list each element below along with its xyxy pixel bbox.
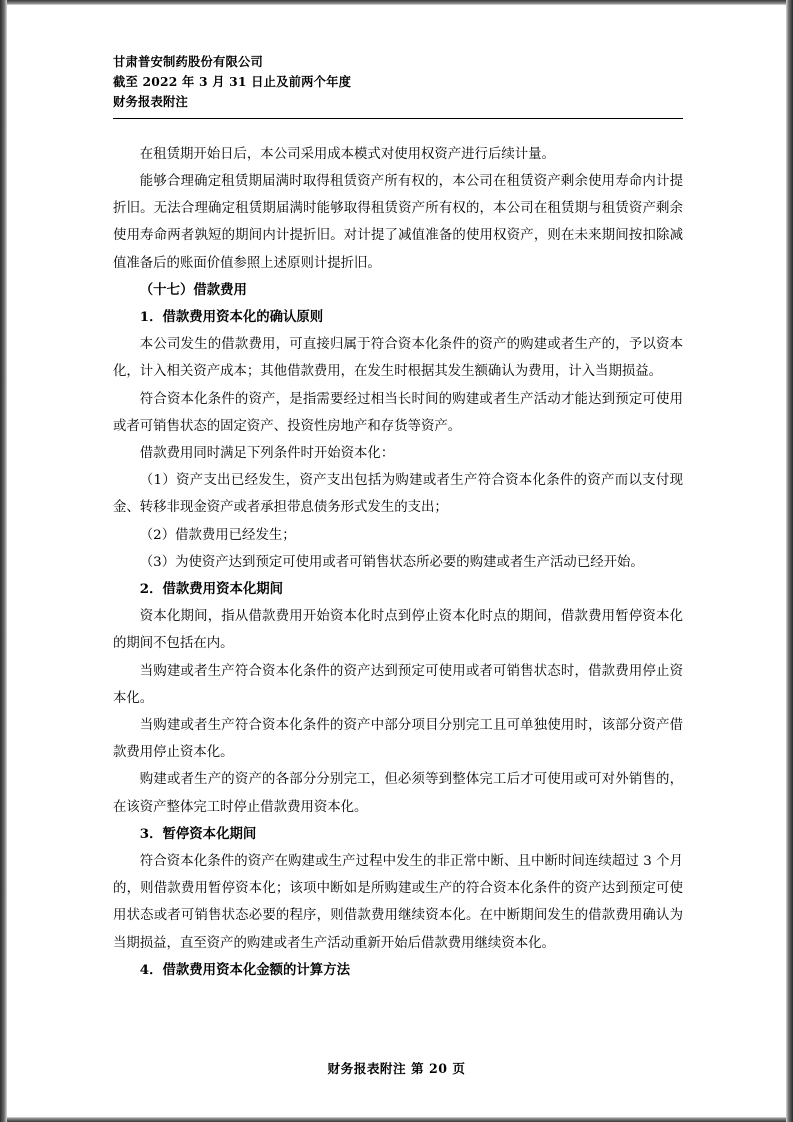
subsection-heading: 3．暂停资本化期间 [139, 825, 257, 842]
page-edge-bottom [0, 1117, 793, 1122]
section-heading: （十七）借款费用 [139, 281, 247, 298]
list-item: （3）为使资产达到预定可使用或者可销售状态所必要的购建或者生产活动已经开始。 [139, 554, 644, 570]
paragraph: 符合资本化条件的资产在购建或生产过程中发生的非正常中断、且中断时间连续超过 3 个月的，则借款费用暂停资本化；该项中断如是所购建或生产的符合资本化条件的资产达到预定可使用状态或者可销售状态必要的程序，则借款费用继续资本化。在中断期间发生的借款费用确认为当期损益，直至资产的购建或者生产活动重新开始后借款费用继续资本化。 [113, 854, 683, 951]
page-content [113, 52, 683, 984]
header-divider [113, 118, 683, 119]
list-item: （1）资产支出已经发生，资产支出包括为购建或者生产符合资本化条件的资产而以支付现金、转移非现金资产或者承担带息债务形式发生的支出； [113, 473, 683, 516]
header-company-name: 甘肃普安制药股份有限公司 [113, 54, 263, 69]
list-item: （2）借款费用已经发生； [139, 527, 296, 543]
page-edge-top [0, 0, 793, 5]
page-edge-right [786, 0, 793, 1122]
subsection-heading: 2．借款费用资本化期间 [139, 580, 284, 597]
paragraph: 当购建或者生产符合资本化条件的资产中部分项目分别完工且可单独使用时，该部分资产借款费用停止资本化。 [113, 717, 683, 761]
header-period: 截至 2022 年 3 月 31 日止及前两个年度 [113, 73, 352, 89]
paragraph: 资本化期间，指从借款费用开始资本化时点到停止资本化时点的期间，借款费用暂停资本化的期间不包括在内。 [113, 609, 683, 652]
subsection-heading: 1．借款费用资本化的确认原则 [139, 308, 324, 325]
paragraph: 在租赁期开始日后，本公司采用成本模式对使用权资产进行后续计量。 [139, 146, 555, 162]
paragraph: 能够合理确定租赁期届满时取得租赁资产所有权的，本公司在租赁资产剩余使用寿命内计提折旧。无法合理确定租赁期届满时能够取得租赁资产所有权的，本公司在租赁期与租赁资产剩余使用寿命两者孰短的期间内计提折旧。对计提了减值准备的使用权资产，则在未来期间按扣除减值准备后的账面价值参照上述原则计提折旧。 [113, 173, 683, 271]
paragraph: 借款费用同时满足下列条件时开始资本化： [139, 445, 395, 461]
paragraph: 符合资本化条件的资产，是指需要经过相当长时间的购建或者生产活动才能达到预定可使用或者可销售状态的固定资产、投资性房地产和存货等资产。 [113, 391, 683, 434]
page-edge-left [0, 0, 7, 1122]
subsection-heading: 4．借款费用资本化金额的计算方法 [139, 961, 350, 978]
document-body [113, 141, 683, 984]
paragraph: 购建或者生产的资产的各部分分别完工，但必须等到整体完工后才可使用或可对外销售的，在该资产整体完工时停止借款费用资本化。 [113, 772, 683, 815]
page-footer: 财务报表附注 第 20 页 [327, 1061, 466, 1076]
paragraph: 当购建或者生产符合资本化条件的资产达到预定可使用或者可销售状态时，借款费用停止资本化。 [113, 663, 683, 706]
paragraph: 本公司发生的借款费用，可直接归属于符合资本化条件的资产的购建或者生产的，予以资本化，计入相关资产成本；其他借款费用，在发生时根据其发生额确认为费用，计入当期损益。 [113, 337, 683, 380]
document-header [113, 52, 683, 112]
header-document-title: 财务报表附注 [113, 93, 188, 109]
